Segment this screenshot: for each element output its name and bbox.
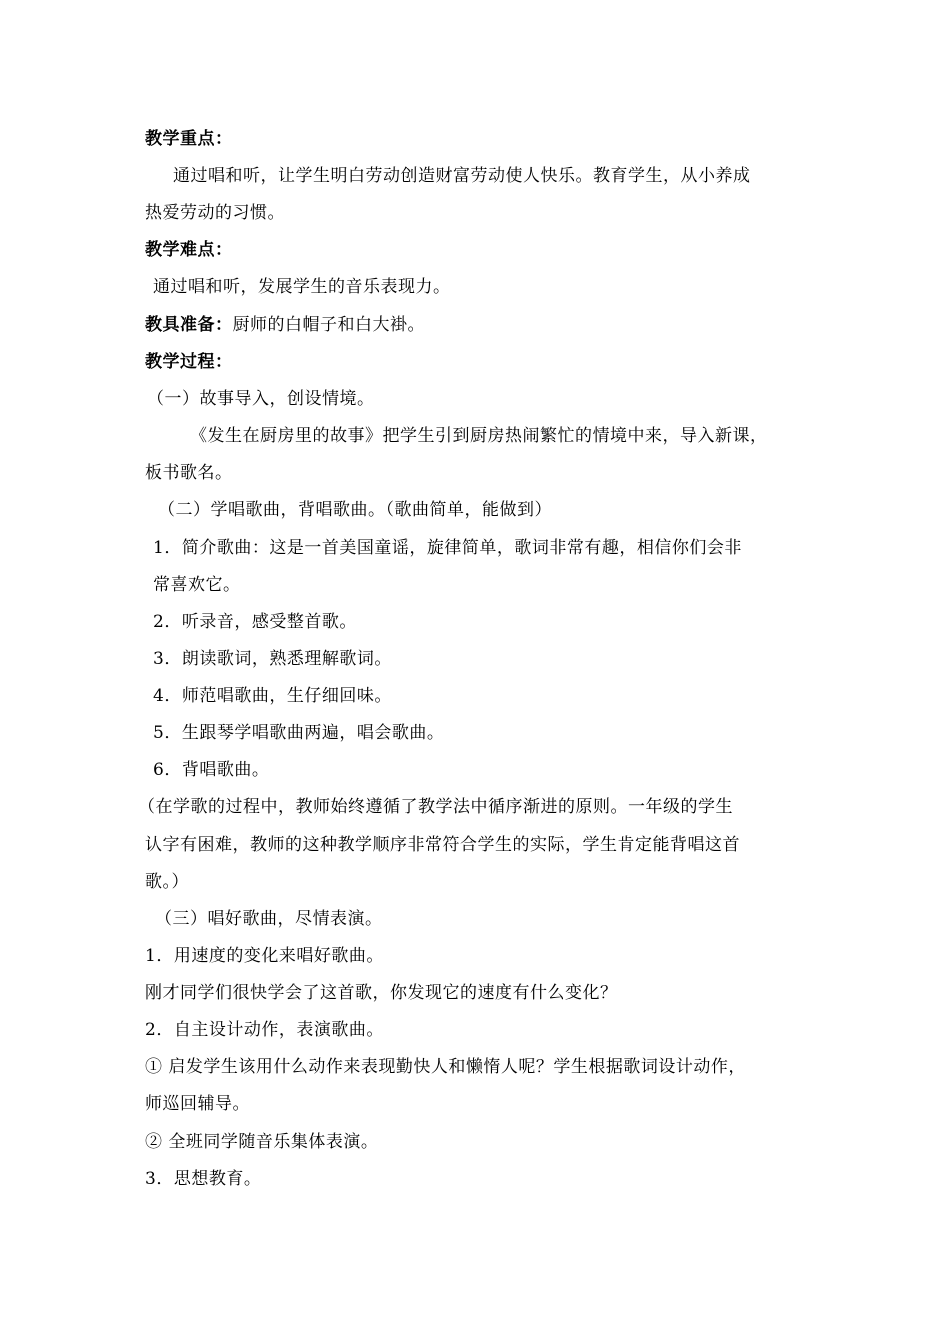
step-3-2a: ① 启发学生该用什么动作来表现勤快人和懒惰人呢？学生根据歌词设计动作， bbox=[145, 1057, 746, 1077]
note-line-2: 认字有困难，教师的这种教学顺序非常符合学生的实际，学生肯定能背唱这首 bbox=[145, 835, 740, 855]
step-3-1: 1．用速度的变化来唱好歌曲。 bbox=[145, 946, 384, 966]
step-3-2a-cont: 师巡回辅导。 bbox=[145, 1094, 250, 1114]
section-3-title: （三）唱好歌曲，尽情表演。 bbox=[155, 909, 383, 929]
step-2-5: 5．生跟琴学唱歌曲两遍，唱会歌曲。 bbox=[153, 723, 445, 743]
key-points-heading: 教学重点： bbox=[145, 129, 233, 149]
step-2-2: 2．听录音，感受整首歌。 bbox=[153, 612, 357, 632]
step-2-4: 4．师范唱歌曲，生仔细回味。 bbox=[153, 686, 392, 706]
section-1-text: 《发生在厨房里的故事》把学生引到厨房热闹繁忙的情境中来，导入新课， bbox=[190, 426, 768, 446]
step-3-3: 3．思想教育。 bbox=[145, 1169, 262, 1189]
note-line-1: （在学歌的过程中，教师始终遵循了教学法中循序渐进的原则。一年级的学生 bbox=[138, 797, 733, 817]
tools-text: 厨师的白帽子和白大褂。 bbox=[232, 315, 425, 335]
difficulty-text: 通过唱和听，发展学生的音乐表现力。 bbox=[153, 277, 451, 297]
note-line-3: 歌。） bbox=[145, 872, 189, 892]
key-points-text-cont: 热爱劳动的习惯。 bbox=[145, 203, 285, 223]
tools-line bbox=[145, 313, 425, 337]
step-2-1-cont: 常喜欢它。 bbox=[153, 575, 241, 595]
step-2-6: 6．背唱歌曲。 bbox=[153, 760, 270, 780]
step-3-2: 2．自主设计动作，表演歌曲。 bbox=[145, 1020, 384, 1040]
step-3-1-text: 刚才同学们很快学会了这首歌，你发现它的速度有什么变化？ bbox=[145, 983, 618, 1003]
step-2-3: 3．朗读歌词，熟悉理解歌词。 bbox=[153, 649, 392, 669]
step-3-2b: ② 全班同学随音乐集体表演。 bbox=[145, 1132, 379, 1152]
key-points-text: 通过唱和听，让学生明白劳动创造财富劳动使人快乐。教育学生，从小养成 bbox=[173, 166, 751, 186]
tools-label: 教具准备： bbox=[145, 315, 233, 335]
section-1-title: （一）故事导入，创设情境。 bbox=[147, 389, 375, 409]
section-1-text-cont: 板书歌名。 bbox=[145, 463, 233, 483]
difficulty-heading: 教学难点： bbox=[145, 240, 233, 260]
section-2-title: （二）学唱歌曲，背唱歌曲。（歌曲简单，能做到） bbox=[158, 500, 552, 520]
process-heading: 教学过程： bbox=[145, 352, 233, 372]
step-2-1: 1．简介歌曲：这是一首美国童谣，旋律简单，歌词非常有趣，相信你们会非 bbox=[153, 538, 742, 558]
